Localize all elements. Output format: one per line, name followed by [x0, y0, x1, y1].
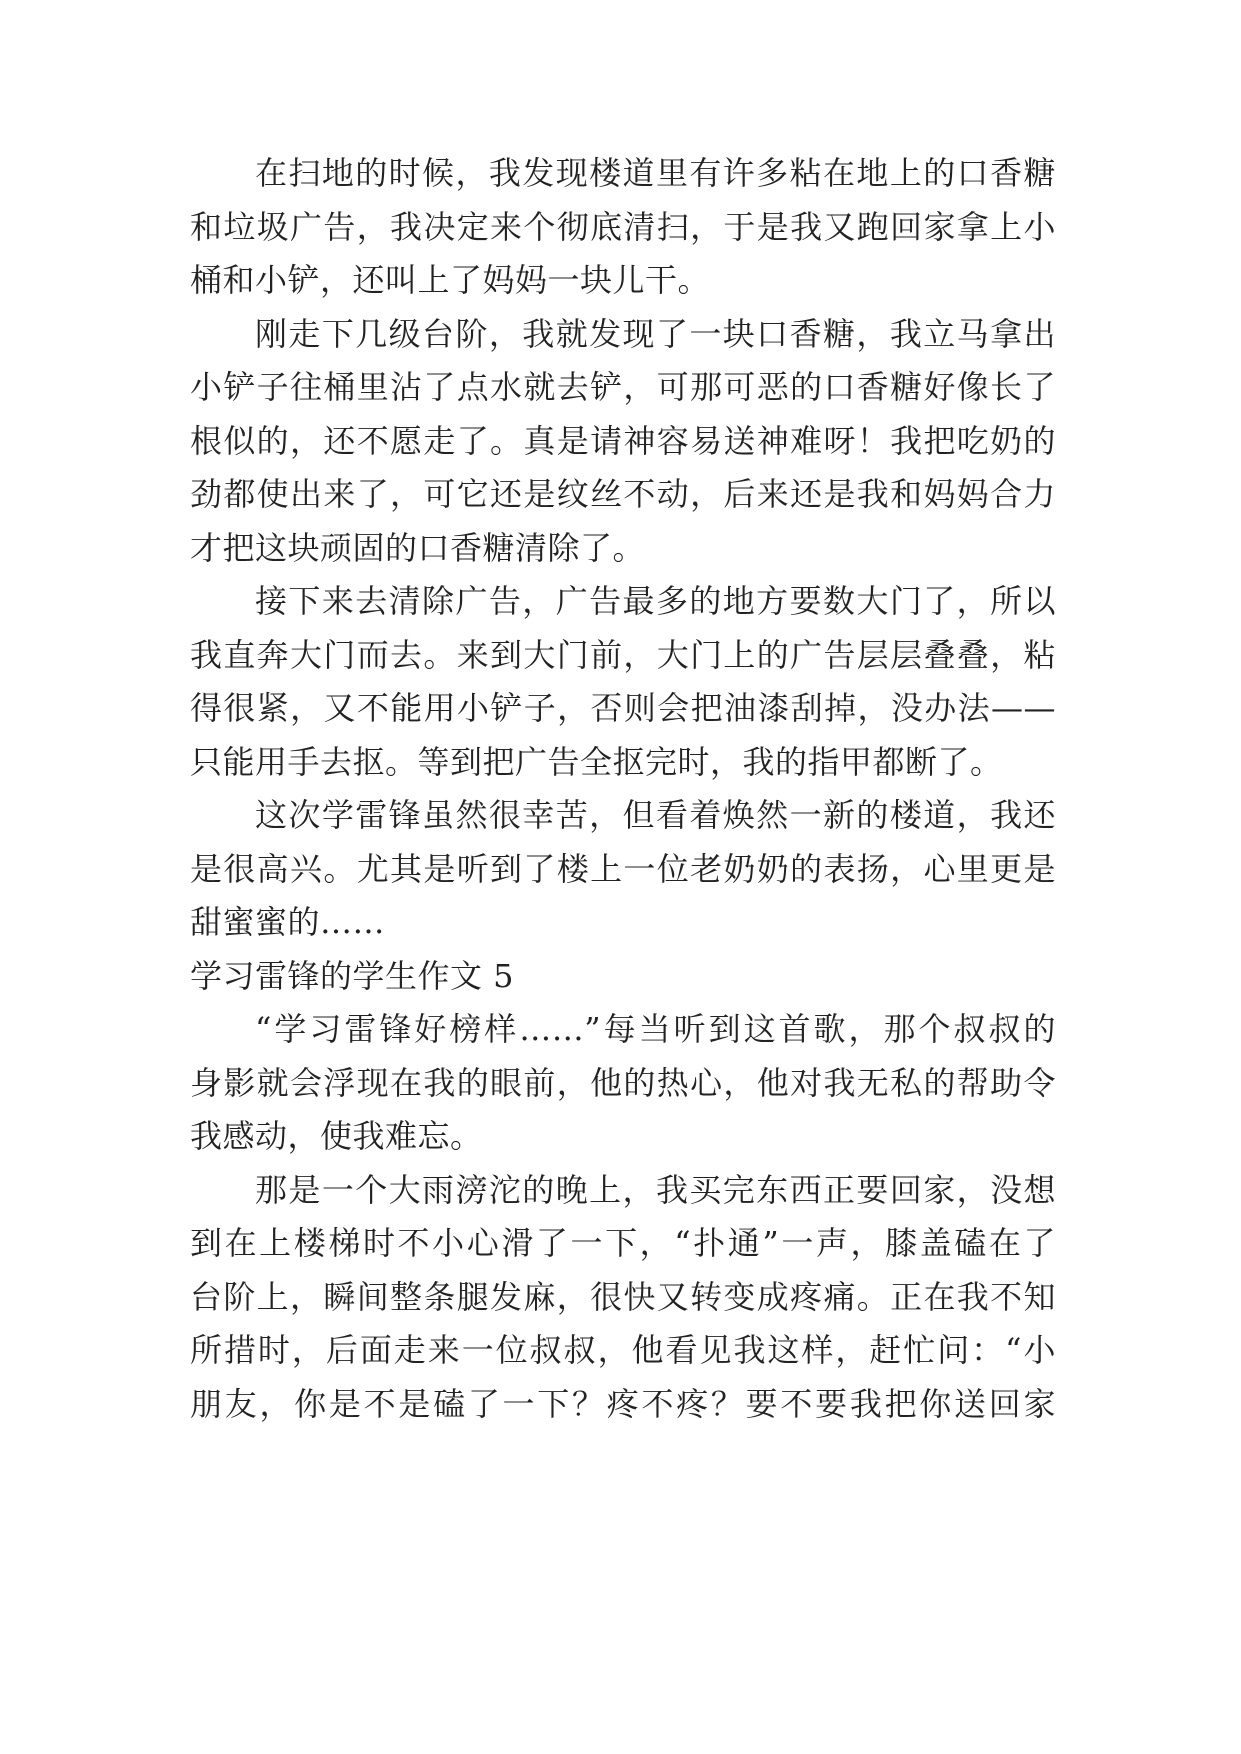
text-line: 我直奔大门而去。来到大门前，大门上的广告层层叠叠，粘 [190, 635, 1056, 674]
text-line: 所措时，后面走来一位叔叔，他看见我这样，赶忙问：“小 [190, 1331, 1056, 1369]
heading-text: 学习雷锋的学生作文 5 [190, 956, 515, 995]
text-line: 桶和小铲，还叫上了妈妈一块儿干。 [190, 261, 711, 299]
paragraph [190, 154, 1056, 299]
paragraph [190, 314, 1056, 567]
text-line: 身影就会浮现在我的眼前，他的热心，他对我无私的帮助令 [190, 1063, 1056, 1102]
text-line: 才把这块顽固的口香糖清除了。 [190, 528, 646, 567]
paragraph [190, 796, 1056, 941]
text-line: 是很高兴。尤其是听到了楼上一位老奶奶的表扬，心里更是 [190, 849, 1056, 888]
text-line: 这次学雷锋虽然很幸苦，但看着焕然一新的楼道，我还 [255, 796, 1056, 834]
text-line: 根似的，还不愿走了。真是请神容易送神难呀！我把吃奶的 [190, 421, 1056, 460]
section-heading [190, 956, 1056, 995]
text-line: 只能用手去抠。等到把广告全抠完时，我的指甲都断了。 [190, 742, 1003, 781]
paragraph [190, 1170, 1056, 1423]
text-line: 我感动，使我难忘。 [190, 1117, 483, 1155]
text-line: 台阶上，瞬间整条腿发麻，很快又转变成疼痛。正在我不知 [190, 1277, 1056, 1316]
paragraph [190, 1010, 1056, 1155]
text-line: “学习雷锋好榜样……”每当听到这首歌，那个叔叔的 [255, 1010, 1056, 1048]
text-line: 刚走下几级台阶，我就发现了一块口香糖，我立马拿出 [255, 314, 1056, 353]
text-line: 得很紧，又不能用小铲子，否则会把油漆刮掉，没办法—— [190, 689, 1056, 727]
text-line: 那是一个大雨滂沱的晚上，我买完东西正要回家，没想 [255, 1170, 1056, 1209]
text-line: 和垃圾广告，我决定来个彻底清扫，于是我又跑回家拿上小 [190, 207, 1056, 246]
text-line: 接下来去清除广告，广告最多的地方要数大门了，所以 [255, 582, 1056, 620]
essay-text-column [190, 154, 1056, 1441]
text-line: 小铲子往桶里沾了点水就去铲，可那可恶的口香糖好像长了 [190, 368, 1056, 406]
text-line: 在扫地的时候，我发现楼道里有许多粘在地上的口香糖 [255, 154, 1056, 192]
text-line: 劲都使出来了，可它还是纹丝不动，后来还是我和妈妈合力 [190, 475, 1056, 513]
text-line: 朋友，你是不是磕了一下？疼不疼？要不要我把你送回家 [190, 1384, 1056, 1423]
text-line: 甜蜜蜜的…… [190, 903, 386, 941]
paragraph [190, 582, 1056, 781]
text-line: 到在上楼梯时不小心滑了一下，“扑通”一声，膝盖磕在了 [190, 1224, 1056, 1262]
